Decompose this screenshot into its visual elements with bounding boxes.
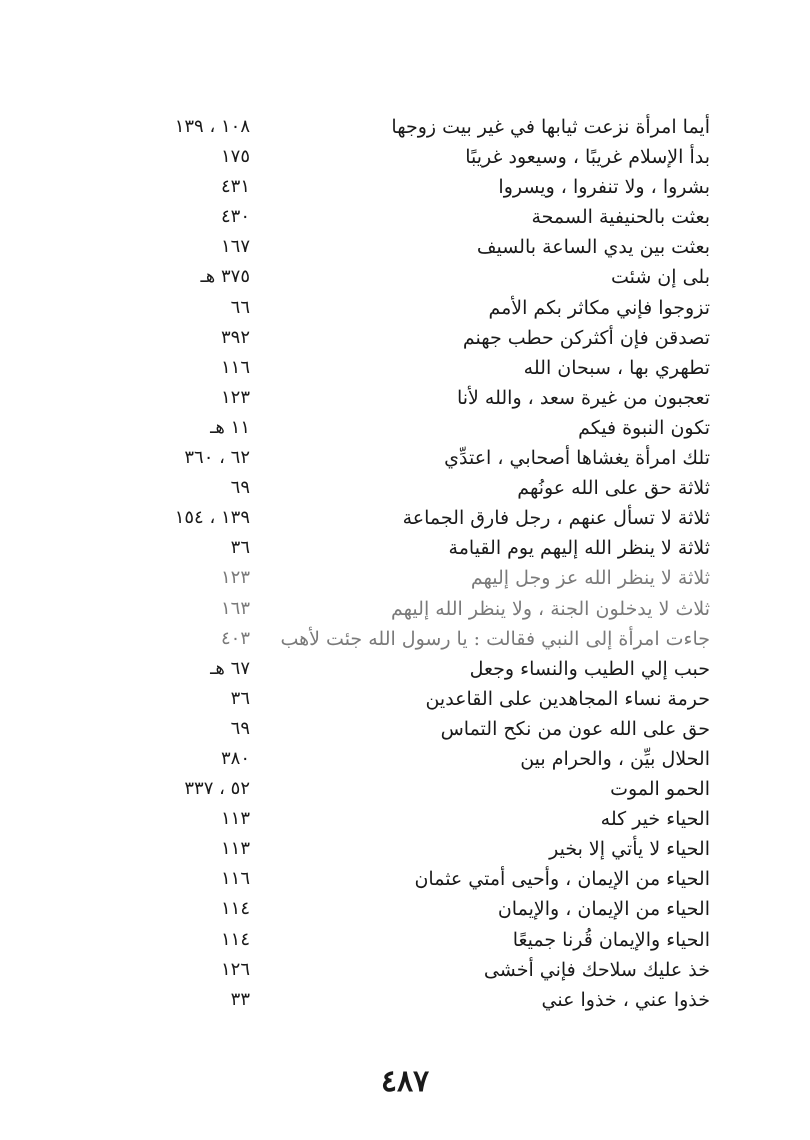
page-refs: ١١٣ <box>220 808 250 830</box>
index-entry <box>130 443 710 473</box>
index-entry <box>130 624 710 654</box>
page-refs: ٣٣ <box>230 988 250 1010</box>
page-refs: ١١ هـ <box>210 416 250 438</box>
page-refs: ١١٦ <box>220 868 250 890</box>
index-entry <box>130 172 710 202</box>
page-refs: ١٧٥ <box>220 146 250 168</box>
page-refs: ٣٨٠ <box>220 747 250 769</box>
index-entry <box>130 925 710 955</box>
page-refs: ٦٦ <box>230 296 250 318</box>
index-entry <box>130 232 710 262</box>
hadith-text: تصدقن فإن أكثركن حطب جهنم <box>462 326 710 349</box>
hadith-text: بشروا ، ولا تنفروا ، ويسروا <box>498 176 710 199</box>
page-refs: ٤٣٠ <box>220 206 250 228</box>
index-entry <box>130 353 710 383</box>
hadith-text: حق على الله عون من نكح التماس <box>440 717 710 740</box>
page-refs: ٣٦ <box>230 687 250 709</box>
index-entry <box>130 323 710 353</box>
page-refs: ٦٢ ، ٣٦٠ <box>184 447 250 469</box>
page-refs: ١٦٣ <box>220 597 250 619</box>
hadith-text: أيما امرأة نزعت ثيابها في غير بيت زوجها <box>391 116 710 138</box>
page-refs: ٣٦ <box>230 537 250 559</box>
index-entry <box>130 383 710 413</box>
page-refs: ٤٣١ <box>220 176 250 198</box>
index-entry <box>130 262 710 292</box>
hadith-text: الحلال بيِّن ، والحرام بين <box>520 747 710 770</box>
page-refs: ١٢٦ <box>220 958 250 980</box>
index-entry <box>130 955 710 985</box>
page-refs: ٦٩ <box>230 717 250 739</box>
index-entry <box>130 894 710 924</box>
index-entry <box>130 473 710 503</box>
page-number: ٤٨٧ <box>380 1064 430 1099</box>
hadith-text: ثلاثة لا ينظر الله إليهم يوم القيامة <box>448 537 710 560</box>
page-refs: ١٦٧ <box>220 236 250 258</box>
hadith-text: حرمة نساء المجاهدين على القاعدين <box>425 687 710 710</box>
hadith-text: بدأ الإسلام غريبًا ، وسيعود غريبًا <box>465 146 710 169</box>
page-refs: ١١٣ <box>220 838 250 860</box>
page-refs: ١١٤ <box>220 928 250 950</box>
index-entry <box>130 864 710 894</box>
index-entry <box>130 293 710 323</box>
hadith-text: بلى إن شئت <box>610 266 710 289</box>
hadith-text: بعثت بالحنيفية السمحة <box>531 206 710 229</box>
index-entry <box>130 714 710 744</box>
hadith-text: تطهري بها ، سبحان الله <box>523 356 710 379</box>
hadith-text: ثلاثة حق على الله عونُهم <box>517 477 710 500</box>
page-refs: ٦٧ هـ <box>210 657 250 679</box>
hadith-text: ثلاثة لا ينظر الله عز وجل إليهم <box>470 567 710 590</box>
page-refs: ١٢٣ <box>220 386 250 408</box>
index-entry <box>130 654 710 684</box>
page-refs: ١٠٨ ، ١٣٩ <box>174 116 250 137</box>
index-entry <box>130 503 710 533</box>
index-entry <box>130 684 710 714</box>
hadith-text: الحياء خير كله <box>600 808 710 831</box>
hadith-text: تكون النبوة فيكم <box>578 416 710 439</box>
page-refs: ١٣٩ ، ١٥٤ <box>174 507 250 529</box>
page-refs: ٦٩ <box>230 477 250 499</box>
index-entry <box>130 563 710 593</box>
index-entry <box>130 985 710 1015</box>
hadith-text: ثلاث لا يدخلون الجنة ، ولا ينظر الله إليهم <box>391 597 710 620</box>
page-refs: ٥٢ ، ٣٣٧ <box>184 778 250 800</box>
page-refs: ١١٦ <box>220 356 250 378</box>
hadith-text: تلك امرأة يغشاها أصحابي ، اعتدِّي <box>444 447 710 470</box>
hadith-text: خذوا عني ، خذوا عني <box>541 988 710 1011</box>
index-entry <box>130 594 710 624</box>
hadith-text: خذ عليك سلاحك فإني أخشى <box>483 958 710 981</box>
page-refs: ٣٩٢ <box>220 326 250 348</box>
page-refs: ٣٧٥ هـ <box>200 266 250 288</box>
hadith-text: الحياء والإيمان قُرنا جميعًا <box>512 928 710 951</box>
hadith-text: بعثت بين يدي الساعة بالسيف <box>476 236 710 259</box>
hadith-text: الحياء من الإيمان ، وأحيى أمتي عثمان <box>414 868 710 891</box>
index-entry <box>130 804 710 834</box>
index-entry <box>130 142 710 172</box>
index-entry <box>130 533 710 563</box>
hadith-text: الحياء من الإيمان ، والإيمان <box>497 898 710 921</box>
index-entry <box>130 202 710 232</box>
index-entry <box>130 112 710 142</box>
hadith-text: ثلاثة لا تسأل عنهم ، رجل فارق الجماعة <box>402 507 710 530</box>
hadith-text: جاءت امرأة إلى النبي فقالت : يا رسول الله جئت لأهب <box>280 627 710 650</box>
page-refs: ٤٠٣ <box>220 627 250 649</box>
page-refs: ١٢٣ <box>220 567 250 589</box>
hadith-text: تزوجوا فإني مكاثر بكم الأمم <box>488 296 710 319</box>
page-refs: ١١٤ <box>220 898 250 920</box>
hadith-text: الحياء لا يأتي إلا بخير <box>549 838 710 861</box>
hadith-text: الحمو الموت <box>610 778 710 801</box>
index-entry <box>130 774 710 804</box>
hadith-text: حبب إلي الطيب والنساء وجعل <box>469 657 710 680</box>
hadith-text: تعجبون من غيرة سعد ، والله لأنا <box>456 386 710 409</box>
index-entry <box>130 744 710 774</box>
index-entry <box>130 413 710 443</box>
hadith-index-list <box>130 112 710 1015</box>
index-entry <box>130 834 710 864</box>
